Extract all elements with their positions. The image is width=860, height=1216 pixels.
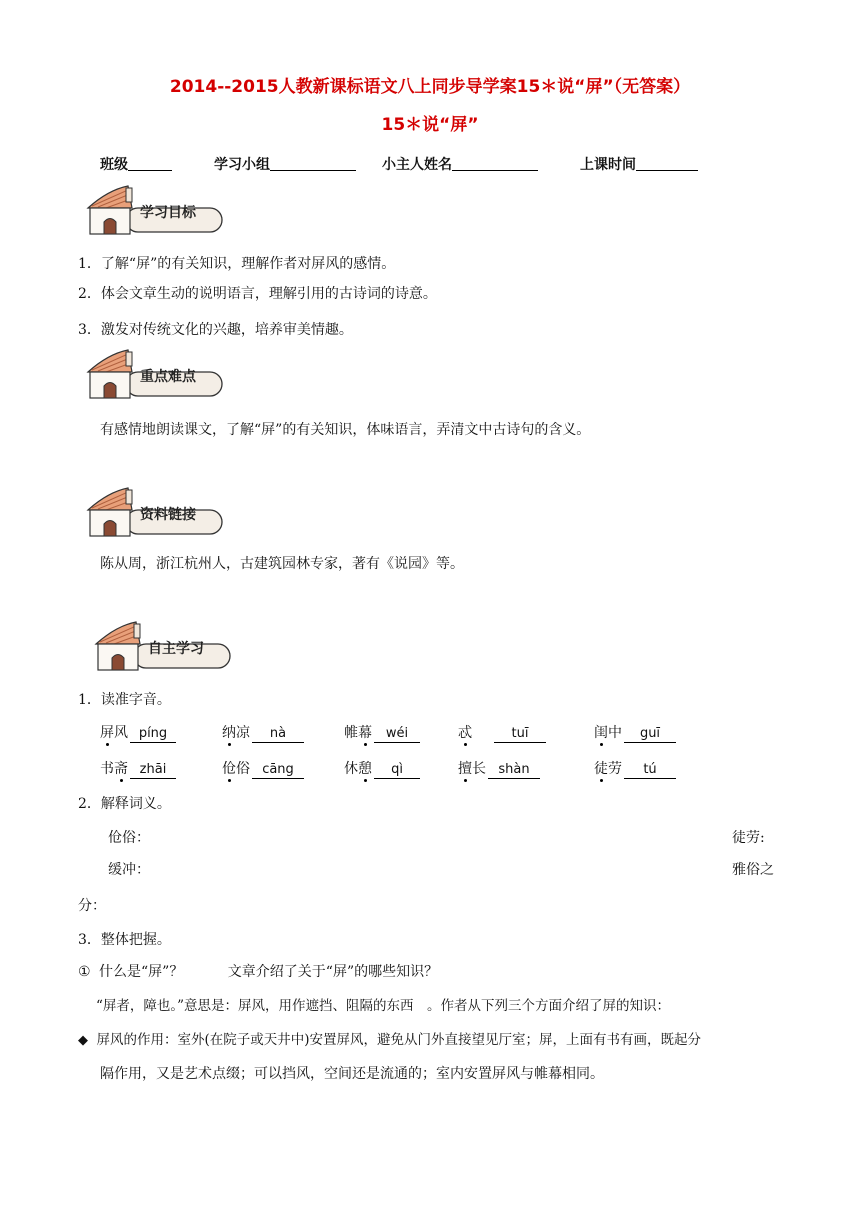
bullet-item [78,1030,701,1051]
bullet-line-1: 屏风的作用：室外(在院子或天井中)安置屏风，避免从门外直接望见厅室；屏，上面有书有画，既起分 [96,1032,701,1048]
dotted-char: 斋 [114,761,128,777]
owner-blank [452,156,538,171]
section-header-keypoints [78,346,238,404]
term-yasu-cont: 分： [78,898,106,914]
pinyin-item [458,722,546,743]
word-char: 凉 [236,725,250,741]
class-label: 班级 [100,157,128,173]
owner-field [382,154,538,174]
dotted-char: 伧 [222,761,236,777]
pinyin-answer: nà [252,726,304,743]
dotted-char: 纳 [222,725,236,741]
term-tulao: 徒劳: [732,830,765,846]
group-blank [270,156,356,171]
explanation-text: “屏者，障也。”意思是：屏风，用作遮挡、阻隔的东西 。作者从下列三个方面介绍了屏的知识： [96,998,671,1014]
item-number: ① [78,964,91,980]
goal-item-2: 2．体会文章生动的说明语言，理解引用的古诗词的诗意。 [78,286,437,302]
dotted-char: 憩 [358,761,372,777]
class-field [100,154,172,174]
dotted-char: 擅 [458,761,472,777]
question-knowledge: 文章介绍了关于“屏”的哪些知识？ [227,964,439,980]
term-huanchong: 缓冲： [108,862,150,878]
question-3: 3．整体把握。 [78,932,171,948]
materials-text: 陈从周，浙江杭州人，古建筑园林专家，著有《说园》等。 [100,556,464,572]
section-heading: 重点难点 [140,369,196,385]
document-title: 2014--2015人教新课标语文八上同步导学案15＊说“屏”（无答案） [169,77,691,97]
dotted-char: 屏 [100,725,114,741]
pinyin-answer: tuī [494,726,546,743]
goal-item-1: 1．了解“屏”的有关知识，理解作者对屏风的感情。 [78,256,396,272]
term-yasu: 雅俗之 [732,862,774,878]
pinyin-answer: tú [624,762,676,779]
word-char: 中 [608,725,622,741]
dotted-char: 徒 [594,761,608,777]
document-subtitle: 15＊说“屏” [381,115,479,135]
question-what-is-ping: 什么是“屏”？ [99,964,184,980]
word-char: 风 [114,725,128,741]
section-heading: 自主学习 [148,641,204,657]
section-heading: 资料链接 [140,507,196,523]
pinyin-answer: píng [130,726,176,743]
pinyin-item [100,722,176,743]
pinyin-item [344,722,420,743]
pinyin-item [222,758,304,779]
term-cangsu: 伧俗： [108,830,150,846]
dotted-char: 忒 [458,725,472,741]
pinyin-item [594,722,676,743]
section-header-goals [78,182,238,240]
group-field [214,154,356,174]
pinyin-answer: guī [624,726,676,743]
word-char: 长 [472,761,486,777]
pinyin-answer: cāng [252,762,304,779]
pinyin-answer: zhāi [130,762,176,779]
pinyin-answer: qì [374,762,420,779]
time-blank [636,156,698,171]
word-char: 帷 [344,725,358,741]
time-field [580,154,698,174]
question-1: 1．读准字音。 [78,692,171,708]
pinyin-item [222,722,304,743]
word-char: 俗 [236,761,250,777]
keypoints-text: 有感情地朗读课文，了解“屏”的有关知识，体味语言，弄清文中古诗句的含义。 [100,422,591,438]
word-char: 劳 [608,761,622,777]
pinyin-answer: shàn [488,762,540,779]
section-header-materials [78,484,238,542]
section-heading: 学习目标 [140,205,196,221]
bullet-line-2: 隔作用，又是艺术点缀；可以挡风，空间还是流通的；室内安置屏风与帷幕相同。 [100,1066,604,1082]
word-char: 休 [344,761,358,777]
diamond-bullet-icon: ◆ [78,1033,88,1048]
owner-label: 小主人姓名 [382,157,452,173]
question-3-1 [78,962,438,982]
goal-item-3: 3．激发对传统文化的兴趣，培养审美情趣。 [78,322,353,338]
pinyin-item [344,758,420,779]
dotted-char: 闺 [594,725,608,741]
question-2: 2．解释词义。 [78,796,171,812]
time-label: 上课时间 [580,157,636,173]
dotted-char: 幕 [358,725,372,741]
pinyin-item [458,758,540,779]
pinyin-item [100,758,176,779]
class-blank [128,156,172,171]
pinyin-answer: wéi [374,726,420,743]
pinyin-item [594,758,676,779]
group-label: 学习小组 [214,157,270,173]
word-char: 书 [100,761,114,777]
section-header-selfstudy [86,618,246,676]
